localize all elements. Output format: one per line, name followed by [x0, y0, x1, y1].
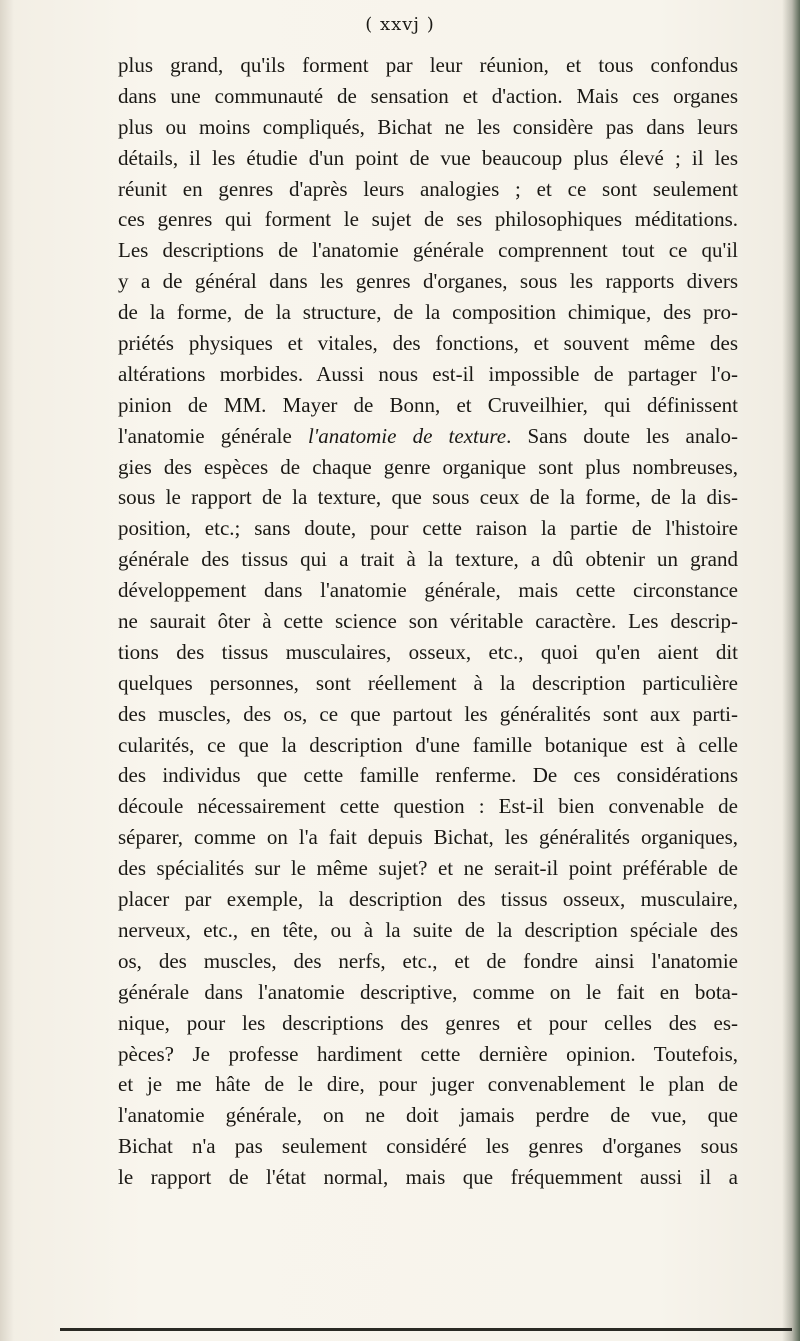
- text-line: pinion de MM. Mayer de Bonn, et Cruveilhier, qui définissent: [118, 392, 738, 417]
- text-line: quelques personnes, sont réellement à la description particulière: [118, 670, 738, 695]
- text-line: nerveux, etc., en tête, ou à la suite de la description spéciale des: [118, 917, 738, 942]
- spine-shadow: [0, 0, 14, 1341]
- text-line: le rapport de l'état normal, mais que fréquemment aussi il a: [118, 1165, 738, 1190]
- text-line: placer par exemple, la description des tissus osseux, musculaire,: [118, 887, 738, 912]
- text-line: priétés physiques et vitales, des fonctions, et souvent même des: [118, 331, 738, 356]
- text-line: séparer, comme on l'a fait depuis Bichat, les généralités organiques,: [118, 825, 738, 850]
- text-line-with-italic: [118, 421, 738, 452]
- text-line: nique, pour les descriptions des genres et pour celles des es-: [118, 1010, 738, 1035]
- text-line: plus grand, qu'ils forment par leur réunion, et tous confondus: [118, 53, 738, 77]
- text-line: plus ou moins compliqués, Bichat ne les considère pas dans leurs: [118, 114, 738, 139]
- text-line: l'anatomie générale, on ne doit jamais perdre de vue, que: [118, 1103, 738, 1128]
- text-line: des muscles, des os, ce que partout les généralités sont aux parti-: [118, 701, 738, 726]
- page-number: ( xxvj ): [365, 14, 435, 35]
- text-line: des spécialités sur le même sujet? et ne serait-il point préférable de: [118, 856, 738, 881]
- text-line: détails, il les étudie d'un point de vue beaucoup plus élevé ; il les: [118, 145, 738, 170]
- text-line: Bichat n'a pas seulement considéré les genres d'organes sous: [118, 1134, 738, 1159]
- text-line: dans une communauté de sensation et d'action. Mais ces organes: [118, 83, 738, 108]
- italic-term: l'anatomie de texture: [307, 423, 507, 448]
- text-line: gies des espèces de chaque genre organique sont plus nombreuses,: [118, 454, 738, 479]
- text-line: y a de général dans les genres d'organes, sous les rapports divers: [118, 269, 738, 294]
- text-line: découle nécessairement cette question : Est-il bien convenable de: [118, 794, 738, 819]
- text-line: des individus que cette famille renferme. De ces considérations: [118, 763, 738, 788]
- text-line: générale des tissus qui a trait à la texture, a dû obtenir un grand: [118, 547, 738, 572]
- page-edge: [782, 0, 800, 1341]
- bottom-rule: [60, 1328, 792, 1331]
- text-line: de la forme, de la structure, de la composition chimique, des pro-: [118, 300, 738, 325]
- text-line: cularités, ce que la description d'une famille botanique est à celle: [118, 732, 738, 757]
- text-line: développement dans l'anatomie générale, mais cette circonstance: [118, 578, 738, 603]
- text-line: générale dans l'anatomie descriptive, comme on le fait en bota-: [118, 979, 738, 1004]
- text-line: ne saurait ôter à cette science son véritable caractère. Les descrip-: [118, 609, 738, 634]
- text-line: pèces? Je professe hardiment cette dernière opinion. Toutefois,: [118, 1041, 738, 1066]
- body-text: [118, 50, 738, 1193]
- text-line: Les descriptions de l'anatomie générale comprennent tout ce qu'il: [118, 238, 738, 263]
- text-line: altérations morbides. Aussi nous est-il impossible de partager l'o-: [118, 361, 738, 386]
- text-line: position, etc.; sans doute, pour cette raison la partie de l'histoire: [118, 516, 738, 541]
- text-segment: . Sans doute les analo-: [506, 423, 738, 448]
- text-line: et je me hâte de le dire, pour juger convenablement le plan de: [118, 1072, 738, 1097]
- text-line: ces genres qui forment le sujet de ses philosophiques méditations.: [118, 207, 738, 232]
- text-line: os, des muscles, des nerfs, etc., et de fondre ainsi l'anatomie: [118, 948, 738, 973]
- text-line: tions des tissus musculaires, osseux, etc., quoi qu'en aient dit: [118, 639, 738, 664]
- text-line: réunit en genres d'après leurs analogies ; et ce sont seulement: [118, 176, 738, 201]
- text-segment: l'anatomie générale: [118, 423, 308, 448]
- text-line: sous le rapport de la texture, que sous ceux de la forme, de la dis-: [118, 485, 738, 510]
